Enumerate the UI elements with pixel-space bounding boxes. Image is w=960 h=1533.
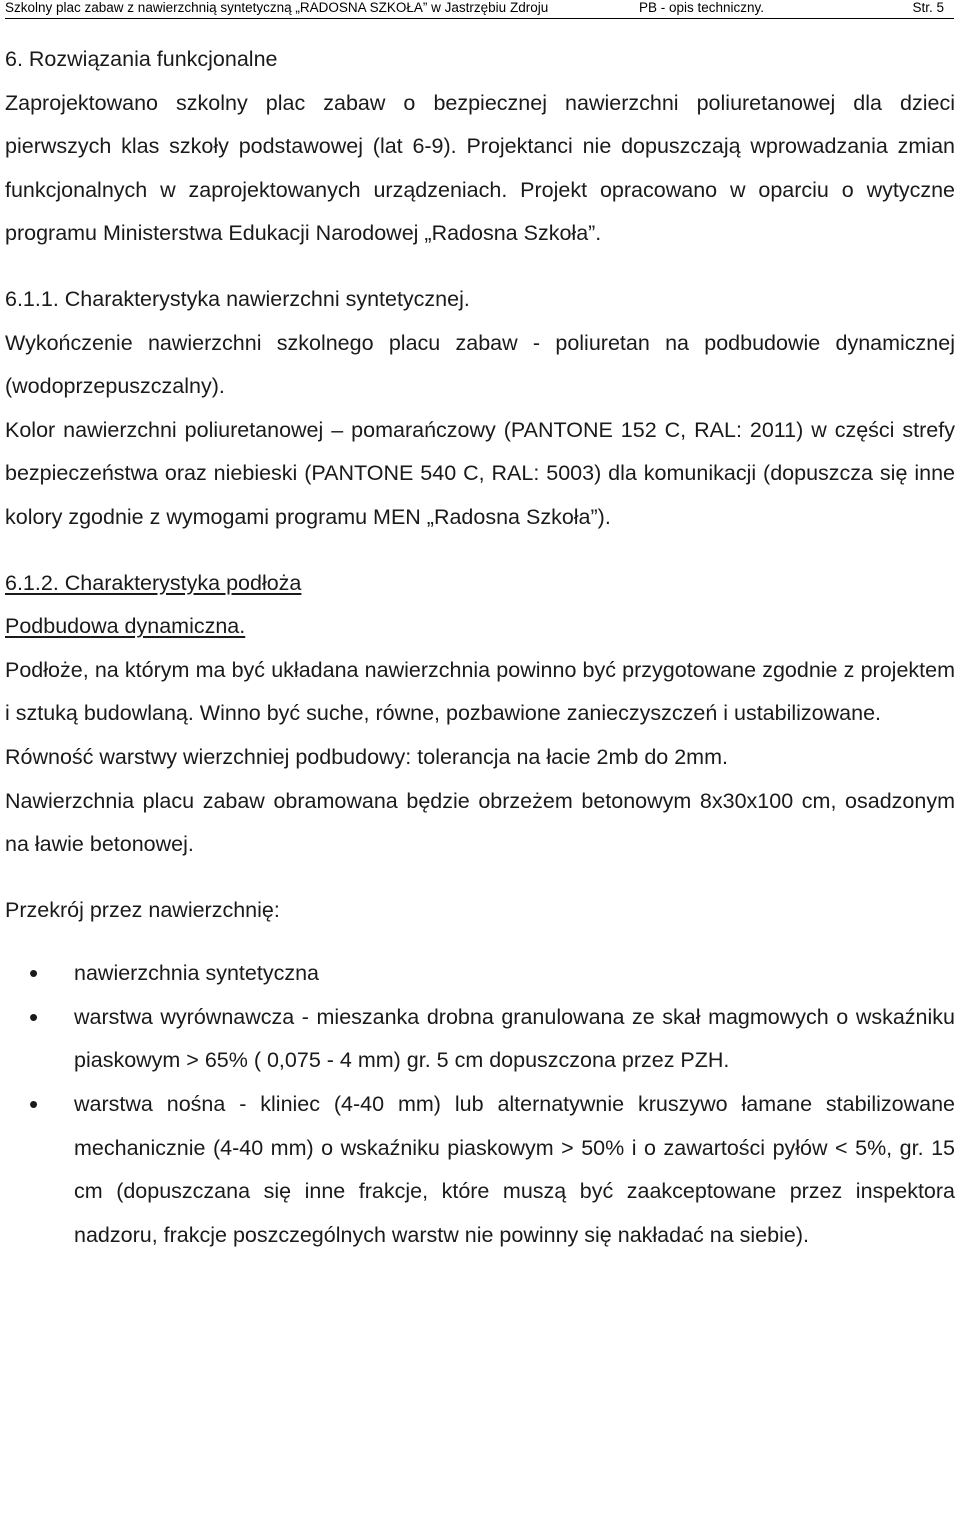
document-body xyxy=(5,38,955,1257)
cross-section-title: Przekrój przez nawierzchnię: xyxy=(5,897,280,922)
spacer xyxy=(5,256,955,278)
subsection-title-base: 6.1.2. Charakterystyka podłoża xyxy=(5,570,302,595)
base-preparation-paragraph: Podłoże, na którym ma być układana nawierzchnia powinno być przygotowane zgodnie z projektem i sztuką budowlaną. Winno być suche, równe, pozbawione zanieczyszczeń i ustabilizowane. xyxy=(5,657,955,726)
surface-finish-paragraph: Wykończenie nawierzchni szkolnego placu zabaw - poliuretan na podbudowie dynamicznej (wodoprzepuszczalny). xyxy=(5,330,955,399)
spacer xyxy=(5,932,955,952)
page-header xyxy=(5,0,954,19)
header-page-number: Str. 5 xyxy=(912,0,944,15)
subsection-subtitle-base: Podbudowa dynamiczna. xyxy=(5,614,246,639)
spacer xyxy=(5,867,955,889)
section-title: 6. Rozwiązania funkcjonalne xyxy=(5,47,278,71)
header-document-title: Szkolny plac zabaw z nawierzchnią syntetyczną „RADOSNA SZKOŁA” w Jastrzębiu Zdroju xyxy=(5,0,549,15)
spacer xyxy=(5,540,955,562)
list-item: • warstwa wyrównawcza - mieszanka drobna granulowana ze skał magmowych o wskaźniku piaskowym > 65% ( 0,075 - 4 mm) gr. 5 cm dopuszczona przez PZH. xyxy=(5,996,955,1083)
edging-paragraph: Nawierzchnia placu zabaw obramowana będzie obrzeżem betonowym 8x30x100 cm, osadzonym na ławie betonowej. xyxy=(5,788,955,857)
subsection-title-surface: 6.1.1. Charakterystyka nawierzchni syntetycznej. xyxy=(5,286,470,311)
surface-color-paragraph: Kolor nawierzchni poliuretanowej – pomarańczowy (PANTONE 152 C, RAL: 2011) w części strefy bezpieczeństwa oraz niebieski (PANTONE 540 C, RAL: 5003) dla komunikacji (dopuszcza się inne kolory zgodnie z wymogami programu MEN „Radosna Szkoła”). xyxy=(5,417,955,529)
header-document-type: PB - opis techniczny. xyxy=(639,0,765,15)
list-item: • nawierzchnia syntetyczna xyxy=(5,952,955,996)
base-tolerance-paragraph: Równość warstwy wierzchniej podbudowy: tolerancja na łacie 2mb do 2mm. xyxy=(5,744,728,769)
section-paragraph: Zaprojektowano szkolny plac zabaw o bezpiecznej nawierzchni poliuretanowej dla dzieci pierwszych klas szkoły podstawowej (lat 6-9). Projektanci nie dopuszczają wprowadzania zmian funkcjonalnych w zaprojektowanych urządzeniach. Projekt opracowano w oparciu o wytyczne programu Ministerstwa Edukacji Narodowej „Radosna Szkoła”. xyxy=(5,90,955,246)
cross-section-layers xyxy=(5,952,955,1257)
list-item: • warstwa nośna - kliniec (4-40 mm) lub alternatywnie kruszywo łamane stabilizowane mechanicznie (4-40 mm) o wskaźniku piaskowym > 50% i o zawartości pyłów < 5%, gr. 15 cm (dopuszczana się inne frakcje, które muszą być zaakceptowane przez inspektora nadzoru, frakcje poszczególnych warstw nie powinny się nakładać na siebie). xyxy=(5,1083,955,1257)
